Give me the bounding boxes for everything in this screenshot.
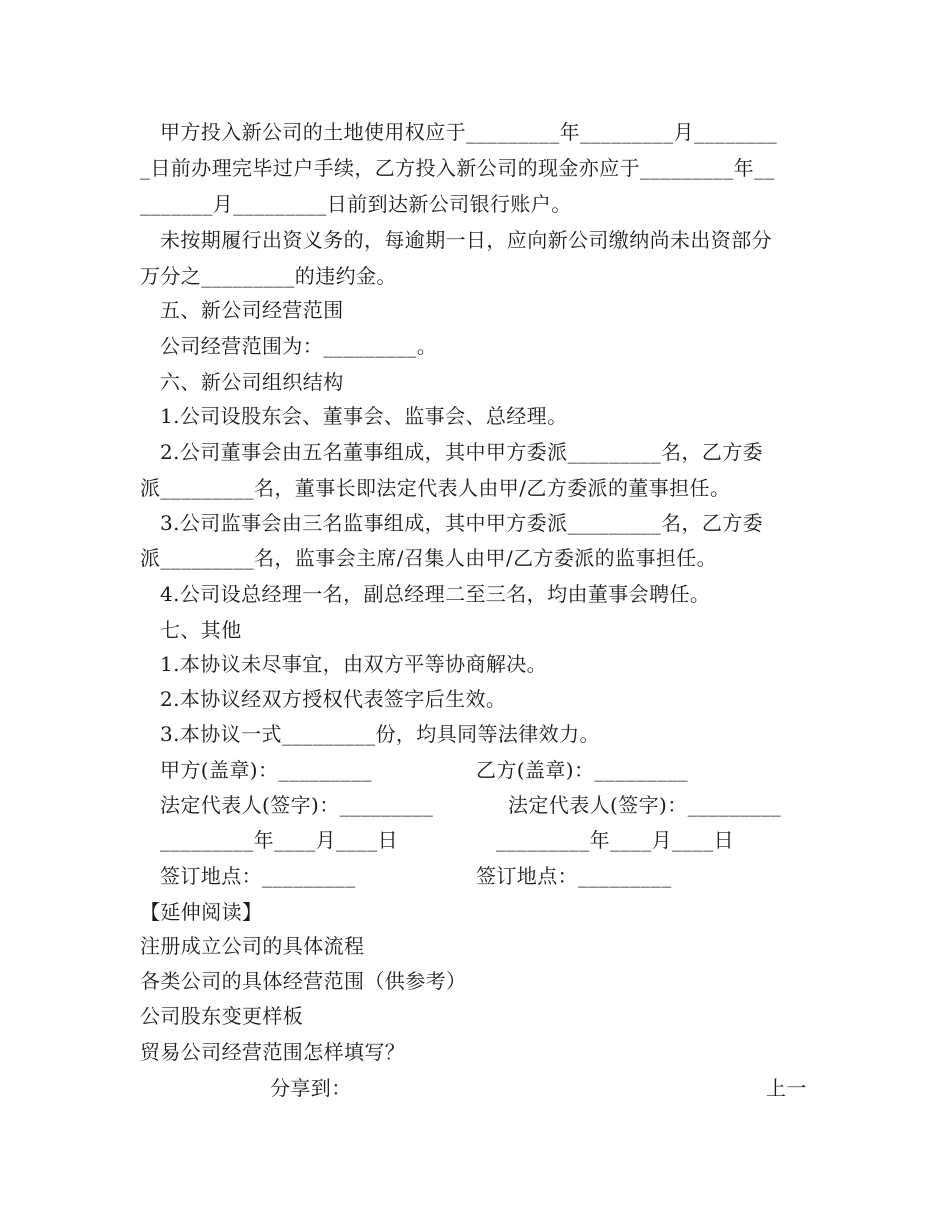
organization-item-2-line-2: 派_________名，董事长即法定代表人由甲/乙方委派的董事担任。 [140,476,731,500]
further-reading-link-2[interactable]: 各类公司的具体经营范围（供参考） [140,969,467,993]
section-heading-organization: 六、新公司组织结构 [160,370,344,394]
business-scope-line: 公司经营范围为：_________。 [160,334,438,358]
party-a-place-line: 签订地点：_________ [160,864,356,888]
penalty-clause-line-1: 未按期履行出资义务的，每逾期一日，应向新公司缴纳尚未出资部分 [160,228,772,252]
party-b-date-line: _________年____月____日 [496,828,734,852]
land-transfer-clause-line-1: 甲方投入新公司的土地使用权应于_________年_________月________ [160,120,778,144]
further-reading-link-3[interactable]: 公司股东变更样板 [140,1004,304,1028]
party-a-seal-line: 甲方(盖章)：_________ [160,758,373,782]
land-transfer-clause-line-2: _日前办理完毕过户手续，乙方投入新公司的现金亦应于_________年__ [140,156,775,180]
other-item-1: 1.本协议未尽事宜，由双方平等协商解决。 [160,652,548,676]
party-b-seal-line: 乙方(盖章)：_________ [476,758,689,782]
further-reading-link-4[interactable]: 贸易公司经营范围怎样填写？ [140,1040,406,1064]
section-heading-business-scope: 五、新公司经营范围 [160,298,344,322]
organization-item-2-line-1: 2.公司董事会由五名董事组成，其中甲方委派_________名，乙方委 [160,440,764,464]
penalty-clause-line-2: 万分之_________的违约金。 [140,264,397,288]
land-transfer-clause-line-3: _______月_________日前到达新公司银行账户。 [140,192,572,216]
party-b-place-line: 签订地点：_________ [476,864,672,888]
further-reading-link-1[interactable]: 注册成立公司的具体流程 [140,934,365,958]
other-item-2: 2.本协议经双方授权代表签字后生效。 [160,687,507,711]
previous-page-link[interactable]: 上一 [766,1076,807,1100]
further-reading-heading: 【延伸阅读】 [140,900,263,924]
share-label: 分享到： [270,1076,352,1100]
other-item-3: 3.本协议一式_________份，均具同等法律效力。 [160,722,600,746]
party-a-date-line: _________年____月____日 [160,828,398,852]
organization-item-3-line-2: 派_________名，监事会主席/召集人由甲/乙方委派的监事担任。 [140,546,718,570]
organization-item-1: 1.公司设股东会、董事会、监事会、总经理。 [160,404,568,428]
party-b-representative-line: 法定代表人(签字)：_________ [508,793,782,817]
organization-item-3-line-1: 3.公司监事会由三名监事组成，其中甲方委派_________名，乙方委 [160,511,764,535]
organization-item-4: 4.公司设总经理一名，副总经理二至三名，均由董事会聘任。 [160,582,711,606]
section-heading-other: 七、其他 [160,618,242,642]
party-a-representative-line: 法定代表人(签字)：_________ [160,793,434,817]
